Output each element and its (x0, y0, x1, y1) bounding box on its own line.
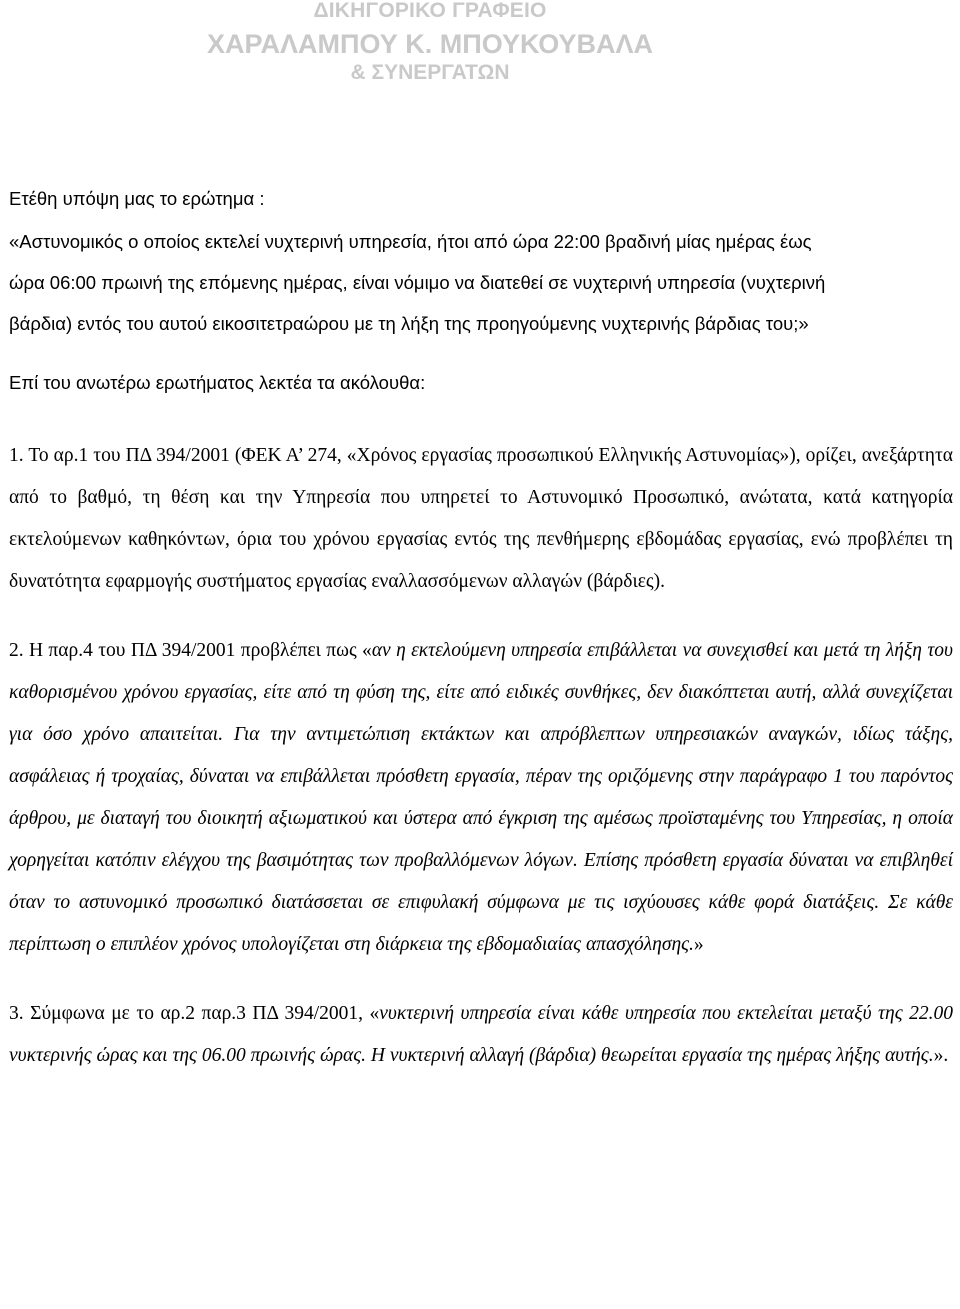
paragraph-3 (9, 993, 953, 1077)
question-text-line-1: «Αστυνομικός ο οποίος εκτελεί νυχτερινή υπηρεσία, ήτοι από ώρα 22:00 βραδινή μίας ημέρας έως (9, 231, 812, 252)
paragraph-3-tail: ». (933, 1045, 949, 1066)
question-section (9, 184, 953, 397)
paragraph-3-lead: 3. Σύμφωνα με το αρ.2 παρ.3 ΠΔ 394/2001, « (9, 1003, 380, 1024)
paragraph-2-lead: 2. Η παρ.4 του ΠΔ 394/2001 προβλέπει πως « (9, 640, 372, 661)
paragraph-1: 1. Το αρ.1 του ΠΔ 394/2001 (ΦΕΚ Α’ 274, «Χρόνος εργασίας προσωπικού Ελληνικής Αστυνομίας»), ορίζει, ανεξάρτητα από το βαθμό, τη θέση και την Υπηρεσία που υπηρετεί το Αστυνομικό Προσωπικό, ανώτατα, κατά κατηγορία εκτελούμενων καθηκόντων, όρια του χρόνου εργασίας εντός της πενθήμερης εβδομάδας εργασίας, ενώ προβλέπει τη δυνατότητα εφαρμογής συστήματος εργασίας εναλλασσόμενων αλλαγών (βάρδιες). (9, 445, 953, 592)
paragraph-2-quote: αν η εκτελούμενη υπηρεσία επιβάλλεται να συνεχισθεί και μετά τη λήξη του καθορισμένου χρόνου εργασίας, είτε από τη φύση της, είτε από ειδικές συνθήκες, δεν διακόπτεται αυτή, αλλά συνεχίζεται για όσο χρόνο απαιτείται. Για την αντιμετώπιση εκτάκτων και απρόβλεπτων υπηρεσιακών αναγκών, ιδίως τάξης, ασφάλειας ή τροχαίας, δύναται να επιβάλλεται πρόσθετη εργασία, πέραν της οριζόμενης στην παράγραφο 1 του παρόντος άρθρου, με διαταγή του διοικητή αξιωματικού και ύστερα από έγκριση της αμέσως προϊσταμένης του Υπηρεσίας, η οποία χορηγείται κατόπιν ελέγχου της βασιμότητας των προβαλλόμενων λόγων. Επίσης πρόσθετη εργασία δύναται να επιβληθεί όταν το αστυνομικό προσωπικό διατάσσεται σε επιφυλακή σύμφωνα με τις ισχύουσες κάθε φορά διατάξεις. Σε κάθε περίπτωση ο επιπλέον χρόνος υπολογίζεται στη διάρκεια της εβδομαδιαίας απασχόλησης. (9, 640, 954, 955)
letterhead-lawyer-name: ΧΑΡΑΛΑΜΠΟΥ Κ. ΜΠΟΥΚΟΥΒΑΛΑ (206, 29, 654, 59)
question-text-line-3: βάρδια) εντός του αυτού εικοσιτετραώρου με τη λήξη της προηγούμενης νυχτερινής βάρδιας του;» (9, 313, 809, 334)
question-text-line-2: ώρα 06:00 πρωινή της επόμενης ημέρας, είναι νόμιμο να διατεθεί σε νυχτερινή υπηρεσία (νυχτερινή (9, 272, 826, 293)
question-lead: Ετέθη υπόψη μας το ερώτημα : (9, 188, 265, 209)
document-body (9, 184, 953, 1077)
letterhead-office-title: ΔΙΚΗΓΟΡΙΚΟ ΓΡΑΦΕΙΟ (313, 0, 547, 22)
letterhead-partners: & ΣΥΝΕΡΓΑΤΩΝ (350, 61, 510, 84)
paragraph-2-tail: » (693, 934, 704, 955)
paragraph-2 (9, 630, 953, 966)
answer-intro: Επί του ανωτέρω ερωτήματος λεκτέα τα ακόλουθα: (9, 372, 426, 393)
paragraph-3-quote: νυκτερινή υπηρεσία είναι κάθε υπηρεσία που εκτελείται μεταξύ της 22.00 νυκτερινής ώρας και της 06.00 πρωινής ώρας. Η νυκτερινή αλλαγή (βάρδια) θεωρείται εργασία της ημέρας λήξης αυτής. (9, 1003, 953, 1066)
